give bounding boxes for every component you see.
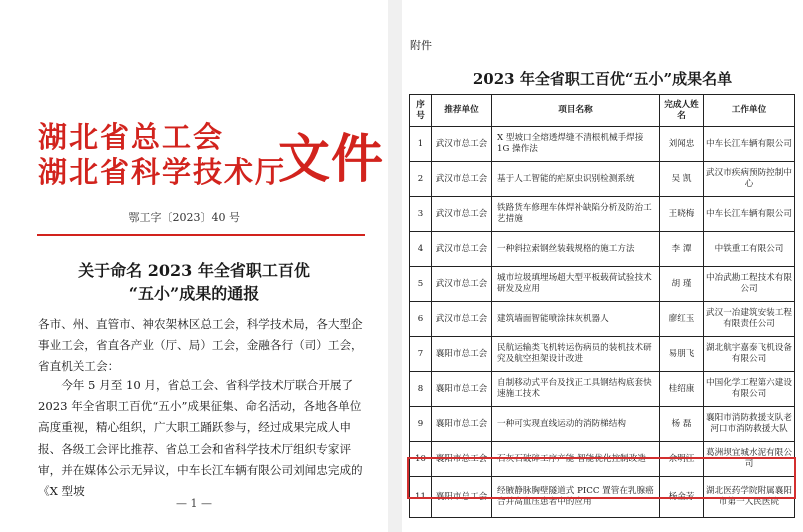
cell-workplace: 中国化学工程第六建设有限公司 bbox=[704, 372, 795, 407]
cell-index: 10 bbox=[410, 442, 432, 477]
cell-index: 6 bbox=[410, 302, 432, 337]
cell-person: 王晓梅 bbox=[660, 197, 704, 232]
cell-index: 4 bbox=[410, 232, 432, 267]
cell-index: 11 bbox=[410, 477, 432, 518]
cell-project: 民航运输类飞机转运伤病员的装机技术研究及航空担架设计改进 bbox=[492, 337, 660, 372]
cell-recommender: 武汉市总工会 bbox=[432, 162, 492, 197]
notice-title-line1: 关于命名 2023 年全省职工百优 bbox=[78, 261, 310, 280]
cell-index: 2 bbox=[410, 162, 432, 197]
cell-person: 刘闻忠 bbox=[660, 127, 704, 162]
table-row bbox=[410, 162, 795, 197]
cell-workplace: 湖北航宇嘉泰飞机设备有限公司 bbox=[704, 337, 795, 372]
cell-index: 5 bbox=[410, 267, 432, 302]
col-header-index: 序号 bbox=[410, 95, 432, 127]
cell-recommender: 武汉市总工会 bbox=[432, 302, 492, 337]
table-row bbox=[410, 302, 795, 337]
cell-person: 吴 凯 bbox=[660, 162, 704, 197]
table-row bbox=[410, 337, 795, 372]
cell-person: 李 潭 bbox=[660, 232, 704, 267]
cell-project: 建筑墙面智能喷涂抹灰机器人 bbox=[492, 302, 660, 337]
table-row-highlighted bbox=[410, 477, 795, 518]
page-number: — 1 — bbox=[176, 497, 212, 510]
cell-recommender: 武汉市总工会 bbox=[432, 127, 492, 162]
cell-workplace: 湖北医药学院附属襄阳市第一人民医院 bbox=[704, 477, 795, 518]
cell-index: 3 bbox=[410, 197, 432, 232]
cell-person: 余明江 bbox=[660, 442, 704, 477]
cell-recommender: 襄阳市总工会 bbox=[432, 407, 492, 442]
cell-workplace: 武汉市疾病预防控制中心 bbox=[704, 162, 795, 197]
page-gap bbox=[388, 0, 402, 532]
red-divider-line bbox=[37, 234, 365, 236]
cell-workplace: 中冶武勘工程技术有限公司 bbox=[704, 267, 795, 302]
issuing-org-line1: 湖北省总工会 bbox=[38, 120, 225, 154]
table-row bbox=[410, 197, 795, 232]
document-type-label: 文件 bbox=[278, 129, 385, 190]
table-header-row bbox=[410, 95, 795, 127]
cell-person: 杨 磊 bbox=[660, 407, 704, 442]
table-row bbox=[410, 407, 795, 442]
cell-workplace: 葛洲坝宜城水泥有限公司 bbox=[704, 442, 795, 477]
cell-project: 基于人工智能的疟原虫识别检测系统 bbox=[492, 162, 660, 197]
cell-project: 石灰石破碎工序产能 智能优化控制改造 bbox=[492, 442, 660, 477]
cell-workplace: 中铁重工有限公司 bbox=[704, 232, 795, 267]
cell-recommender: 武汉市总工会 bbox=[432, 267, 492, 302]
cell-workplace: 襄阳市消防救援支队老河口市消防救援大队 bbox=[704, 407, 795, 442]
table-row bbox=[410, 127, 795, 162]
results-table bbox=[409, 94, 795, 518]
cell-recommender: 襄阳市总工会 bbox=[432, 372, 492, 407]
body-paragraph: 今年 5 月至 10 月，省总工会、省科学技术厅联合开展了 2023 年全省职工百优“五小”成果征集、命名活动，各地各单位高度重视，精心组织，广大职工踊跃参与，经过成果完成人申报、各级工会评比推荐、省总工会和省科学技术厅组织专家评审，并在媒体公示无异议，中车长江车辆有限公司刘闻忠完成的《X 型坡 bbox=[38, 378, 363, 499]
cell-index: 1 bbox=[410, 127, 432, 162]
list-title: 2023 年全省职工百优“五小”成果名单 bbox=[472, 70, 733, 88]
cell-project: 经腋静脉胸壁隧道式 PICC 置管在乳腺癌合并高血压患者中的应用 bbox=[492, 477, 660, 518]
document-number: 鄂工字〔2023〕40 号 bbox=[128, 211, 240, 224]
table-row bbox=[410, 372, 795, 407]
cell-project: X 型坡口全熔透焊缝不清根机械手焊接 1G 操作法 bbox=[492, 127, 660, 162]
cell-recommender: 襄阳市总工会 bbox=[432, 337, 492, 372]
col-header-recommender: 推荐单位 bbox=[432, 95, 492, 127]
cell-person: 廖红玉 bbox=[660, 302, 704, 337]
notice-page bbox=[0, 0, 388, 532]
cell-project: 城市垃圾填埋场超大型平板载荷试验技术研发及应用 bbox=[492, 267, 660, 302]
notice-title-line2: “五小”成果的通报 bbox=[128, 284, 260, 303]
table-row bbox=[410, 442, 795, 477]
cell-project: 铁路货车修理车体焊补缺陷分析及防治工艺措施 bbox=[492, 197, 660, 232]
annex-label: 附件 bbox=[410, 39, 432, 52]
cell-workplace: 武汉一冶建筑安装工程有限责任公司 bbox=[704, 302, 795, 337]
table-row bbox=[410, 232, 795, 267]
cell-person: 桂绍康 bbox=[660, 372, 704, 407]
cell-recommender: 襄阳市总工会 bbox=[432, 442, 492, 477]
cell-workplace: 中车长江车辆有限公司 bbox=[704, 127, 795, 162]
col-header-person: 完成人姓名 bbox=[660, 95, 704, 127]
cell-person: 易朋飞 bbox=[660, 337, 704, 372]
cell-index: 9 bbox=[410, 407, 432, 442]
table-row bbox=[410, 267, 795, 302]
issuing-org-line2: 湖北省科学技术厅 bbox=[38, 155, 287, 189]
cell-person: 杨金芳 bbox=[660, 477, 704, 518]
addressee-paragraph: 各市、州、直管市、神农架林区总工会，科学技术局，各大型企事业工会，省直各产业（厅、局）工会，金融各行（司）工会，省直机关工会： bbox=[38, 317, 363, 374]
cell-index: 8 bbox=[410, 372, 432, 407]
cell-index: 7 bbox=[410, 337, 432, 372]
cell-project: 一种可实现直线运动的消防梯结构 bbox=[492, 407, 660, 442]
col-header-workplace: 工作单位 bbox=[704, 95, 795, 127]
annex-list-page bbox=[402, 0, 803, 532]
cell-workplace: 中车长江车辆有限公司 bbox=[704, 197, 795, 232]
cell-project: 自制移动式平台及找正工具钢结构底套快速施工技术 bbox=[492, 372, 660, 407]
cell-project: 一种斜拉索钢丝装载规格的施工方法 bbox=[492, 232, 660, 267]
cell-recommender: 武汉市总工会 bbox=[432, 197, 492, 232]
cell-recommender: 武汉市总工会 bbox=[432, 232, 492, 267]
cell-person: 胡 瑾 bbox=[660, 267, 704, 302]
cell-recommender: 襄阳市总工会 bbox=[432, 477, 492, 518]
col-header-project: 项目名称 bbox=[492, 95, 660, 127]
